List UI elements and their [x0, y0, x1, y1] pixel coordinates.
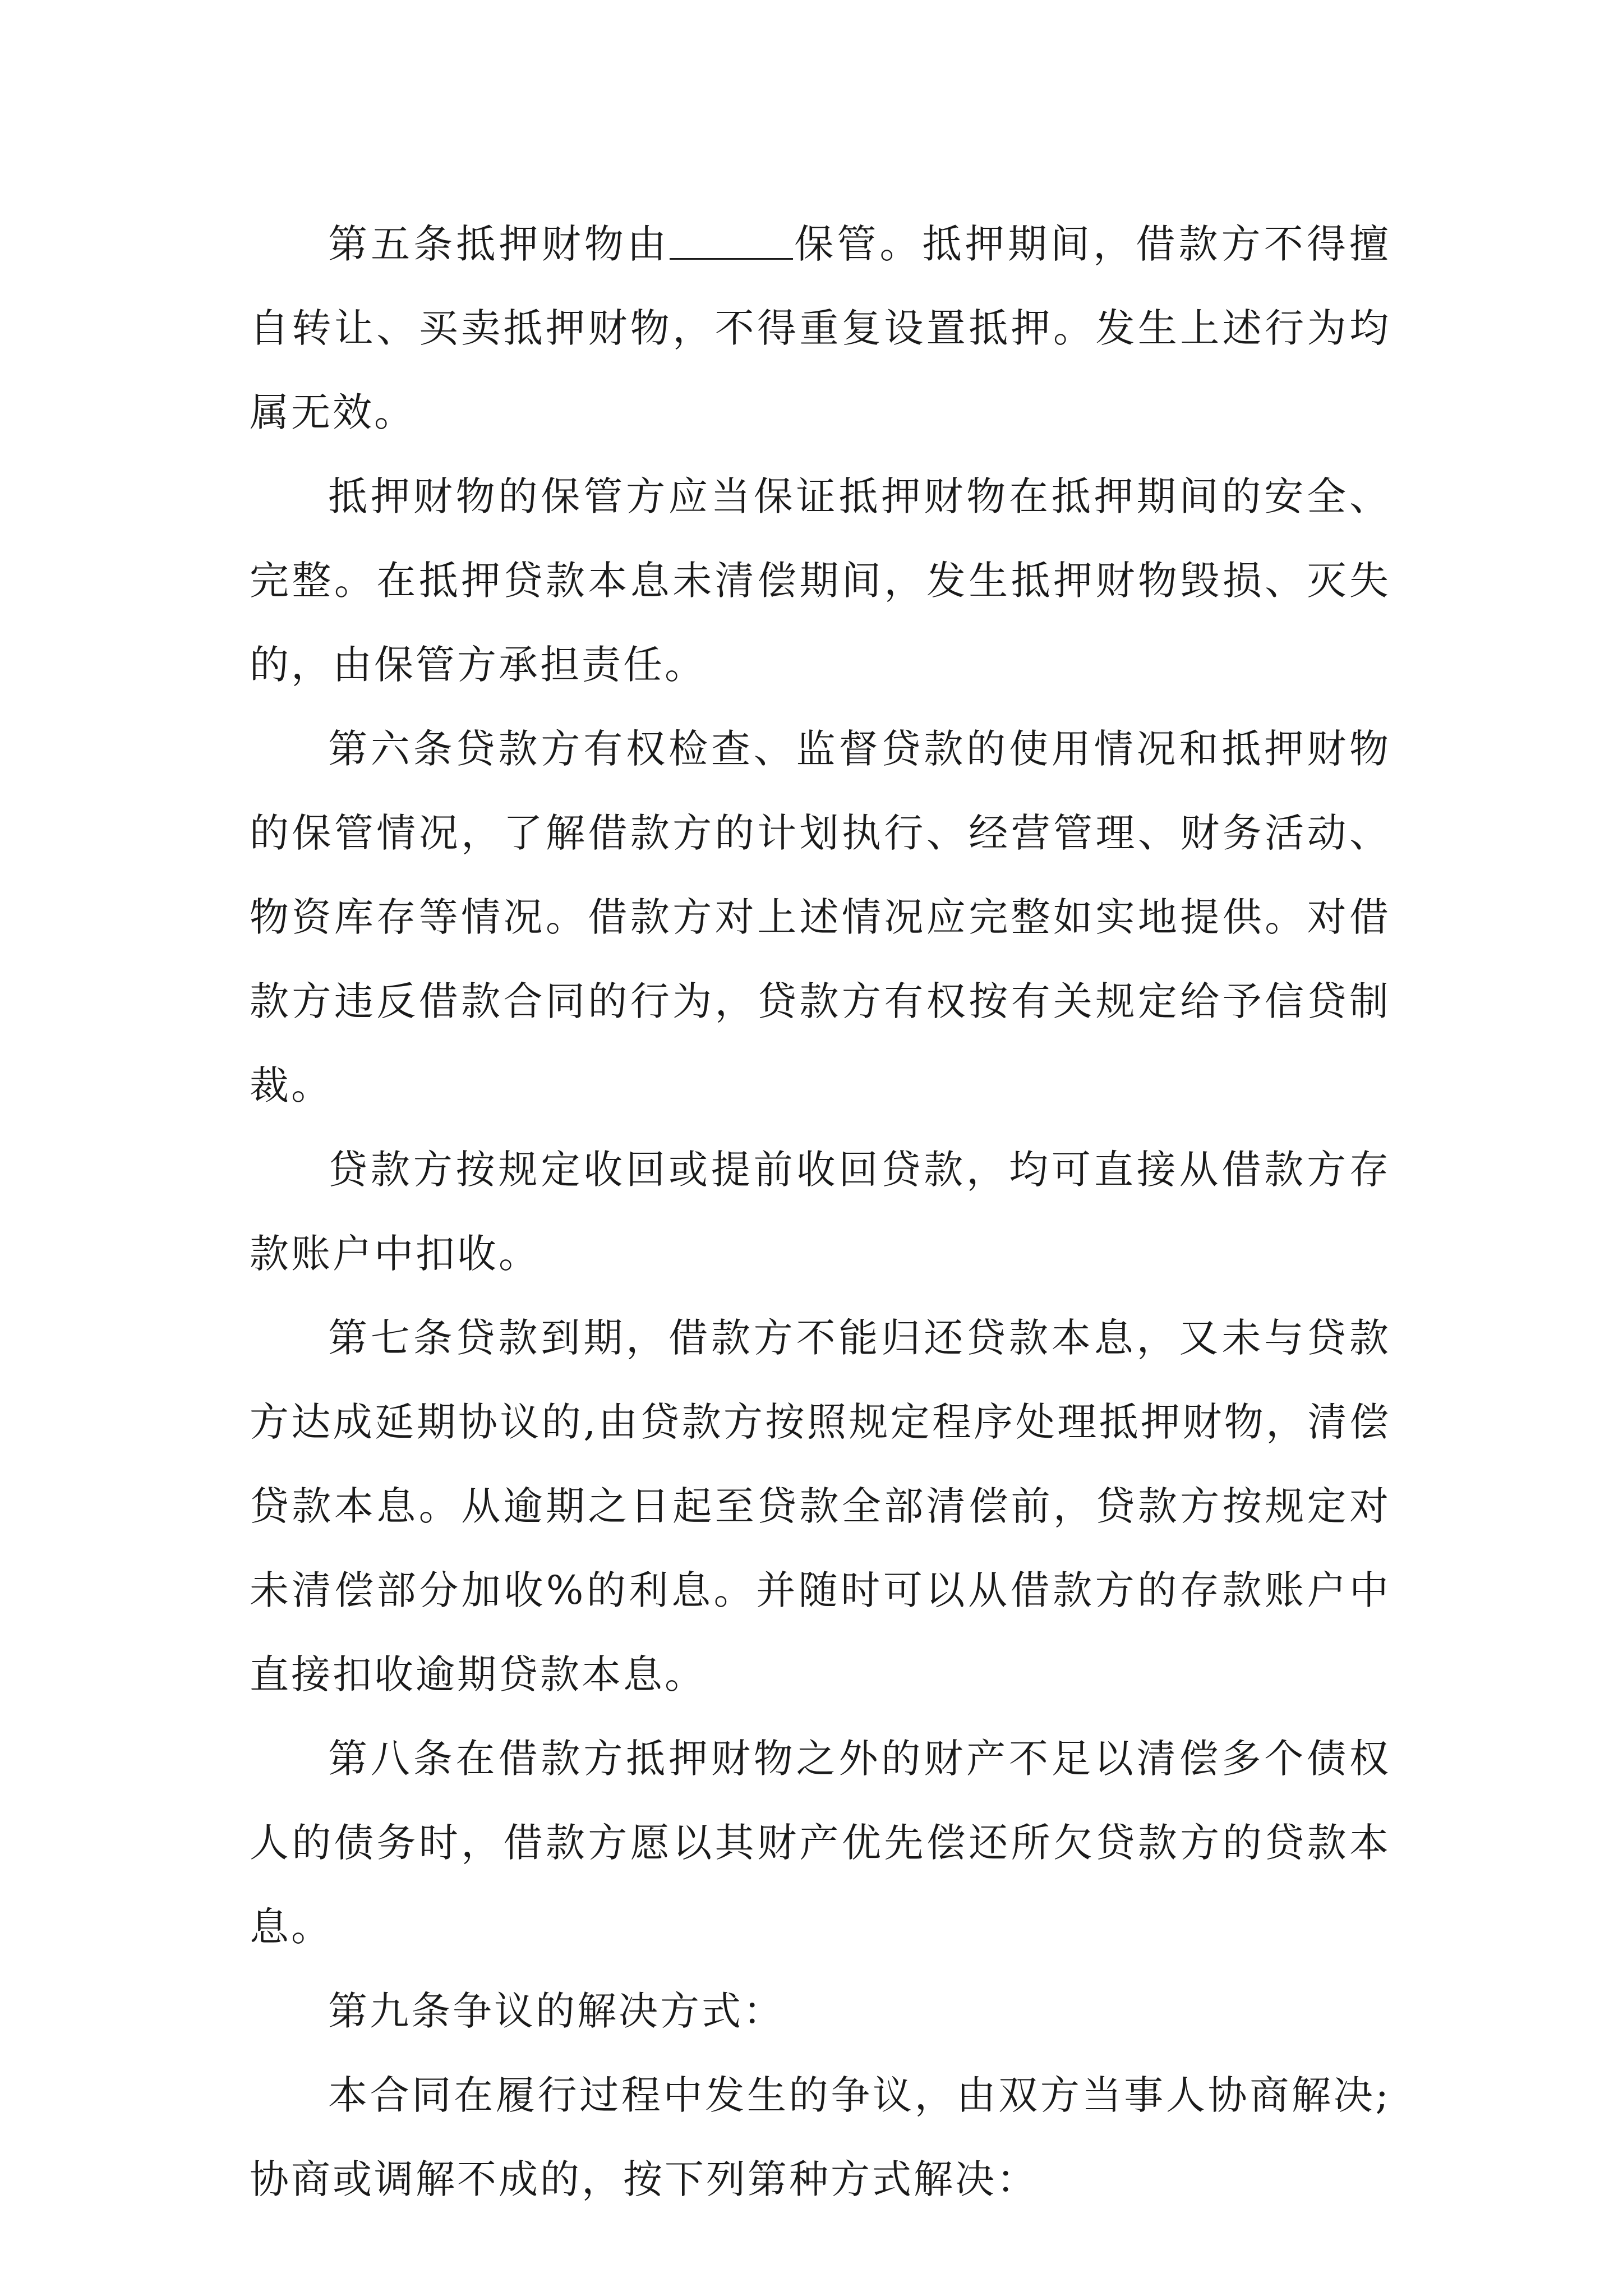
- paragraph-article-7: 第七条贷款到期，借款方不能归还贷款本息，又未与贷款方达成延期协议的,由贷款方按照规定程序处理抵押财物，清偿贷款本息。从逾期之日起至贷款全部清偿前，贷款方按规定对未清偿部分加收%的利息。并随时可以从借款方的存款账户中直接扣收逾期贷款本息。: [250, 1315, 1391, 1697]
- fill-in-blank: [670, 219, 793, 260]
- paragraph-custody-liability: 抵押财物的保管方应当保证抵押财物在抵押期间的安全、完整。在抵押贷款本息未清偿期间，发生抵押财物毁损、灭失的，由保管方承担责任。: [250, 473, 1391, 688]
- paragraph-article-8: 第八条在借款方抵押财物之外的财产不足以清偿多个债权人的债务时，借款方愿以其财产优先偿还所欠贷款方的贷款本息。: [250, 1736, 1391, 1950]
- paragraph-article-6: 第六条贷款方有权检查、监督贷款的使用情况和抵押财物的保管情况，了解借款方的计划执行、经营管理、财务活动、物资库存等情况。借款方对上述情况应完整如实地提供。对借款方违反借款合同的行为，贷款方有权按有关规定给予信贷制裁。: [250, 726, 1391, 1108]
- paragraph-dispute-resolution: 本合同在履行过程中发生的争议，由双方当事人协商解决;协商或调解不成的，按下列第种方式解决：: [250, 2072, 1391, 2202]
- paragraph-article-5: [250, 202, 1391, 454]
- paragraph-article-9-heading: 第九条争议的解决方式：: [328, 1988, 785, 2034]
- paragraph-loan-recovery: 贷款方按规定收回或提前收回贷款，均可直接从借款方存款账户中扣收。: [250, 1147, 1391, 1277]
- paragraph-text: 保管。抵押期间，借款方不得擅自转让、买卖抵押财物，不得重复设置抵押。发生上述行为均属无效。: [250, 221, 1391, 435]
- document-body: [250, 202, 1391, 2221]
- paragraph-text: 第五条抵押财物由: [328, 221, 670, 267]
